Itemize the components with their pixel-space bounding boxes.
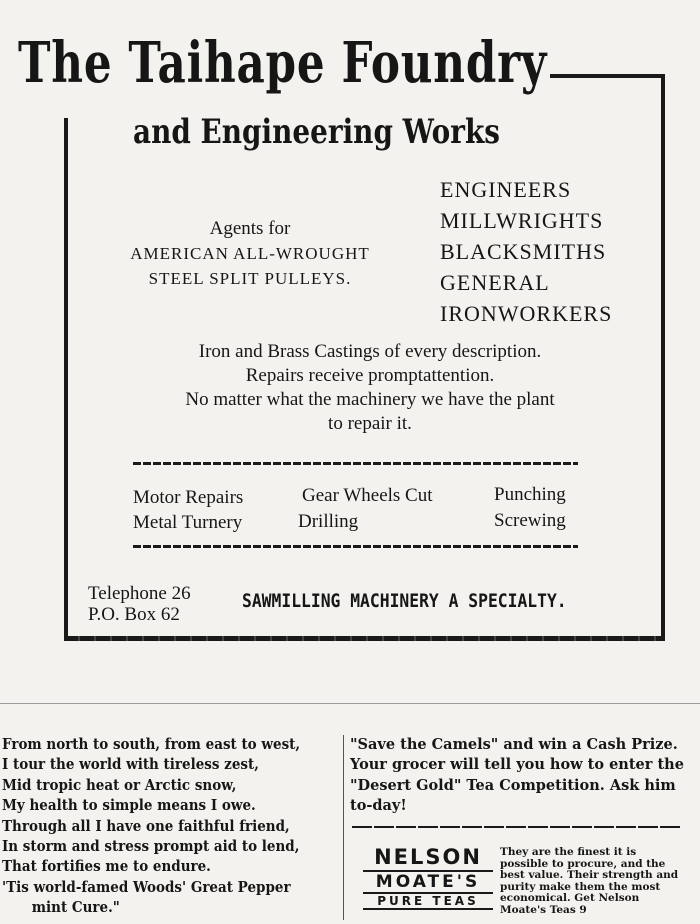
top-rule (550, 74, 665, 78)
tea-blurb: They are the finest it is possible to procure, and the best value. Their strength and purity make them the most economical. Get Nelson Moate's Teas 9 (500, 846, 679, 916)
agents-heading: Agents for (209, 218, 291, 239)
divider-dashed (133, 545, 578, 548)
poem-line: From north to south, from east to west, (2, 736, 301, 753)
ad-subtitle: and Engineering Works (133, 112, 500, 152)
nelson-moate-logo (363, 845, 493, 910)
trades-list (440, 174, 612, 329)
poem-line: My health to simple means I owe. (2, 797, 256, 815)
specialty-banner: SAWMILLING MACHINERY A SPECIALTY. (242, 590, 567, 612)
poem-line: Through all I have one faithful friend, (2, 817, 290, 835)
poem-line: mint Cure." (31, 899, 120, 917)
service-screwing: Screwing (494, 510, 566, 531)
service-punching: Punching (494, 484, 566, 505)
trade-item: BLACKSMITHS (440, 239, 607, 264)
trade-item: GENERAL (440, 270, 550, 295)
bottom-border (64, 636, 665, 641)
contact-block (88, 583, 191, 625)
divider-dashed (133, 462, 578, 465)
poem-line: That fortifies me to endure. (2, 858, 211, 876)
ad-title: The Taihape Foundry (18, 30, 548, 96)
trade-item: IRONWORKERS (440, 301, 613, 326)
poem-column (2, 735, 342, 919)
poem-line: 'Tis world-famed Woods' Great Pepper (2, 878, 291, 896)
notice-rule (352, 826, 682, 828)
telephone: Telephone 26 (88, 583, 191, 604)
trade-item: MILLWRIGHTS (440, 208, 604, 233)
agents-block (100, 216, 400, 291)
poem-line: In storm and stress prompt aid to lend, (2, 838, 300, 856)
castings-line: Iron and Brass Castings of every description. (198, 341, 542, 362)
castings-block (100, 340, 640, 436)
service-metal-turnery: Metal Turnery (133, 512, 243, 533)
poem-line: I tour the world with tireless zest, (2, 756, 259, 774)
service-gear-wheels: Gear Wheels Cut (302, 485, 433, 506)
right-border (661, 78, 665, 638)
agents-line-1: AMERICAN ALL-WROUGHT (130, 244, 370, 263)
poem-line: Mid tropic heat or Arctic snow, (2, 776, 237, 794)
section-separator (0, 703, 700, 704)
camels-notice: "Save the Camels" and win a Cash Prize. Your grocer will tell you how to enter the "Desert Gold" Tea Competition. Ask him to-day! (350, 736, 684, 815)
trade-item: ENGINEERS (440, 177, 572, 202)
agents-line-2: STEEL SPLIT PULLEYS. (148, 269, 352, 288)
moates-text: MOATE'S (363, 870, 493, 894)
service-motor-repairs: Motor Repairs (133, 487, 244, 508)
service-drilling: Drilling (298, 511, 359, 532)
castings-line: to repair it. (328, 413, 412, 434)
pure-teas-text: PURE TEAS (363, 894, 493, 910)
po-box: P.O. Box 62 (88, 604, 180, 625)
left-border (64, 118, 68, 638)
castings-line: Repairs receive promptattention. (245, 365, 495, 386)
castings-line: No matter what the machinery we have the plant (185, 389, 555, 410)
column-rule (343, 735, 344, 920)
nelson-text: NELSON (374, 845, 482, 869)
